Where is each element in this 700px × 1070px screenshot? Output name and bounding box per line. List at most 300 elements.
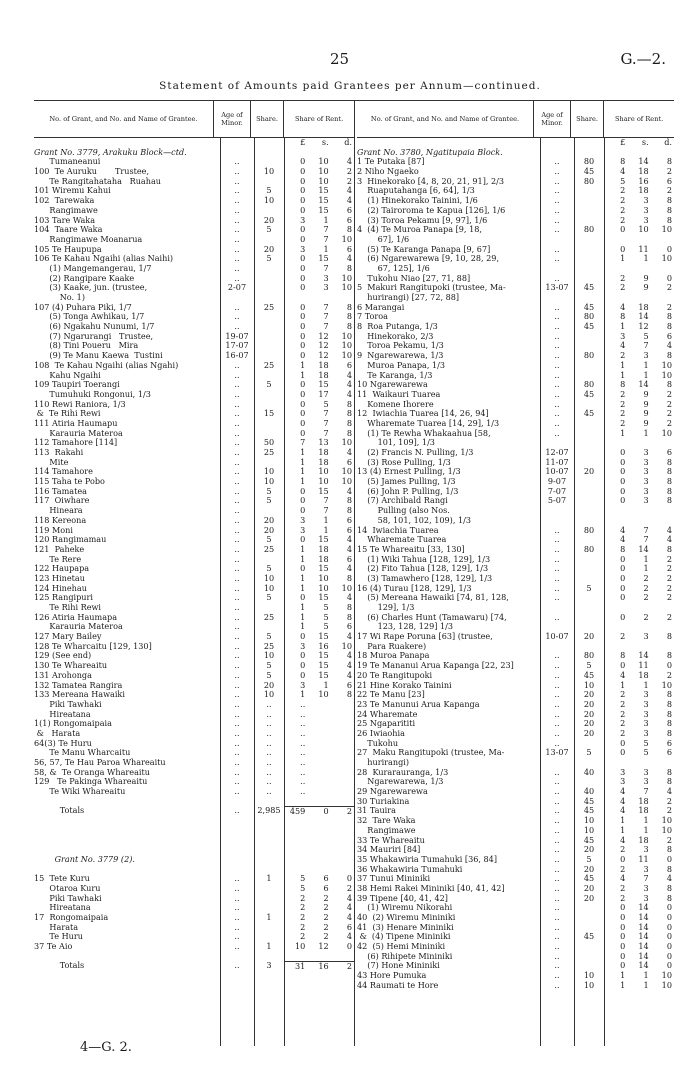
grantee-name — [34, 836, 220, 846]
rent-sh: 7 — [323, 233, 329, 244]
grantee-name: Wharemate Tuarea — [357, 535, 447, 545]
age-cell: .. — [554, 273, 560, 283]
grantee-name: 101, 109], 1/3 — [357, 438, 435, 448]
age-cell — [540, 293, 574, 303]
rent-sh: 1 — [643, 824, 649, 835]
rent-sh: 2 — [643, 611, 649, 622]
table-row — [357, 777, 674, 787]
share-cell: 20 — [583, 467, 595, 477]
age-cell: .. — [234, 496, 240, 506]
rent-d — [331, 797, 354, 807]
share-cell — [254, 371, 284, 381]
grantee-name: 34 Mauriri [84] — [357, 845, 421, 855]
rent-sh: 14 — [638, 379, 649, 390]
table-row — [34, 264, 354, 274]
grantee-name: 58, & Te Oranga Whareaitu — [34, 767, 150, 777]
rent-d: 8 — [666, 844, 672, 855]
rent-l: 5 — [300, 873, 306, 884]
share-cell: 45 — [583, 796, 595, 806]
rent-d: 10 — [661, 679, 672, 690]
rent-l: 3 — [300, 514, 306, 525]
age-cell — [220, 826, 254, 836]
share-cell: 20 — [583, 728, 595, 738]
table-row — [34, 167, 354, 177]
rent-sh: 14 — [638, 931, 649, 942]
table-row — [357, 729, 674, 739]
table-row — [357, 438, 674, 448]
rent-d: 2 — [346, 166, 352, 177]
table-row — [34, 303, 354, 313]
rent-sh: 1 — [643, 253, 649, 264]
rent-sh: 14 — [638, 650, 649, 661]
rent-l: 8 — [620, 156, 626, 167]
rent-d: 2 — [666, 572, 672, 583]
grantee-name: 116 Tamatea — [34, 486, 87, 496]
age-cell: .. — [554, 728, 560, 738]
rent-d: 6 — [346, 553, 352, 564]
age-cell: .. — [554, 167, 560, 177]
rent-d: 4 — [666, 524, 672, 535]
table-row — [34, 186, 354, 196]
age-cell: .. — [554, 254, 560, 264]
table-row — [357, 390, 674, 400]
table-row — [34, 496, 354, 506]
share-cell: 2,985 — [257, 806, 281, 816]
rent-sh: 3 — [643, 727, 649, 738]
age-cell: .. — [554, 399, 560, 409]
share-cell: 1 — [266, 874, 272, 884]
rent-sh: 3 — [643, 195, 649, 206]
grantee-name: 56, 57, Te Hau Paroa Whareaitu — [34, 758, 166, 767]
rent-d: 6 — [346, 679, 352, 690]
table-row — [357, 690, 674, 700]
rent-l: 0 — [300, 175, 306, 186]
table-row — [34, 555, 354, 565]
table-row — [357, 632, 674, 642]
rent-l: 2 — [300, 921, 306, 932]
rent-l: 0 — [620, 476, 626, 487]
rent-sh: 6 — [323, 882, 329, 893]
rent-l — [284, 845, 307, 855]
table-row — [357, 719, 674, 729]
rent-l: 0 — [300, 195, 306, 206]
age-cell — [540, 264, 574, 274]
age-cell — [540, 758, 574, 768]
grantee-name: (3) Rose Pulling, 1/3 — [357, 457, 451, 467]
grantee-name: 67, 125], 1/6 — [357, 263, 430, 273]
share-cell: 10 — [263, 467, 275, 477]
grantee-name: 128 Te Wharcaitu [129, 130] — [34, 641, 152, 651]
rent-sh — [307, 952, 330, 962]
rent-sh: 11 — [638, 660, 649, 671]
share-cell — [574, 477, 604, 487]
table-row — [34, 845, 354, 855]
table-row — [357, 865, 674, 875]
rent-d: 4 — [346, 447, 352, 457]
table-row — [34, 390, 354, 400]
share-cell: 20 — [583, 893, 595, 903]
table-row — [34, 777, 354, 787]
share-cell: 10 — [583, 971, 595, 981]
rent-l: 3 — [620, 330, 626, 341]
rent-l: 0 — [300, 253, 306, 264]
share-cell: 40 — [583, 767, 595, 777]
rent-l: 3 — [300, 679, 306, 690]
grantee-name: 14 Iwiachia Tuarea — [357, 525, 439, 535]
rent-d: 2 — [666, 417, 672, 428]
grantee-name — [34, 865, 220, 875]
rent-l: 0 — [620, 737, 626, 748]
rent-d: 8 — [666, 379, 672, 390]
grantee-name: Te Karanga, 1/3 — [357, 370, 433, 380]
grantee-name: 39 Tipene [40, 41, 42] — [357, 893, 448, 903]
rent-d: 8 — [666, 456, 672, 467]
share-cell: 15 — [263, 409, 275, 419]
rent-l: 0 — [620, 921, 626, 932]
rent-l: 0 — [300, 321, 306, 332]
rent-l: 31 — [295, 961, 306, 972]
rent-sh: 9 — [643, 272, 649, 283]
rent-l: 0 — [620, 456, 626, 467]
rent-l: 0 — [300, 485, 306, 496]
table-row — [357, 661, 674, 671]
share-cell — [574, 777, 604, 787]
rent-sh: 5 — [323, 398, 329, 409]
grantee-name: 27 Maku Rangitupoki (trustee, Ma- — [357, 748, 505, 758]
rent-d: 0 — [666, 921, 672, 932]
rent-sh: 18 — [318, 369, 329, 380]
rent-l: 1 — [620, 253, 626, 264]
rent-l: 0 — [620, 553, 626, 564]
grantee-name: Karauria Materoa — [34, 428, 123, 438]
grant-heading — [357, 148, 674, 158]
share-cell: 20 — [263, 244, 275, 254]
rent-l: 0 — [620, 931, 626, 942]
grantee-name: Muroa Panapa, 1/3 — [357, 360, 446, 370]
rent-sh: 18 — [638, 301, 649, 312]
rent-sh: 1 — [643, 970, 649, 981]
rent-l: 0 — [300, 330, 306, 341]
share-cell: 25 — [263, 612, 275, 622]
share-cell: 10 — [263, 573, 275, 583]
age-cell: 10-07 — [545, 467, 569, 477]
rent-d: 8 — [666, 882, 672, 893]
share-cell: 40 — [583, 787, 595, 797]
grantee-name: 127 Mary Bailey — [34, 632, 102, 642]
grantee-name: 130 Te Whareaitu — [34, 661, 108, 671]
age-cell: .. — [554, 389, 560, 399]
rent-l: 2 — [620, 844, 626, 855]
age-cell: .. — [554, 913, 560, 922]
rent-d: 10 — [341, 640, 352, 651]
rent-sh: 3 — [643, 689, 649, 700]
table-row — [357, 303, 674, 313]
grantee-name — [34, 952, 220, 962]
table-row — [357, 177, 674, 187]
rent-sh: 16 — [318, 640, 329, 651]
rent-sh: 16 — [318, 961, 329, 972]
table-row — [357, 429, 674, 439]
rent-sh: 7 — [643, 534, 649, 545]
rent-d: 4 — [666, 534, 672, 545]
age-cell: .. — [234, 670, 240, 680]
age-cell: 19-07 — [225, 331, 249, 341]
age-cell: .. — [554, 903, 560, 913]
rent-sh: 1 — [323, 524, 329, 535]
rent-sh: 1 — [323, 514, 329, 525]
share-cell: 50 — [263, 438, 275, 448]
rent-l — [284, 952, 307, 962]
rent-l: 1 — [300, 611, 306, 622]
rent-d: 8 — [346, 398, 352, 409]
rent-l: .. — [300, 766, 306, 777]
rent-sh: 1 — [643, 553, 649, 564]
rent-l: 0 — [620, 582, 626, 593]
rent-l: 0 — [300, 505, 306, 516]
rent-l: 0 — [620, 466, 626, 477]
grantee-name: (3) Tamawhero [128, 129], 1/3 — [357, 573, 493, 583]
table-row — [34, 535, 354, 545]
share-cell: 20 — [263, 515, 275, 525]
share-cell — [254, 274, 284, 284]
table-row — [357, 797, 674, 807]
share-cell: 5 — [266, 254, 272, 264]
rent-d: 0 — [666, 912, 672, 922]
rent-l: 0 — [620, 950, 626, 961]
table-row — [34, 690, 354, 700]
grantee-name: 29 Ngarewarewa — [357, 787, 428, 797]
age-cell — [540, 642, 574, 652]
table-row — [357, 971, 674, 981]
rent-d: 10 — [661, 824, 672, 835]
share-cell — [254, 390, 284, 400]
share-cell: 45 — [583, 874, 595, 884]
rent-l: 2 — [300, 902, 306, 913]
grantee-name: 37 Tunui Mininiki — [357, 874, 431, 884]
rent-sh: 15 — [318, 379, 329, 390]
share-cell: 45 — [583, 835, 595, 845]
rent-l: 1 — [300, 447, 306, 457]
rent-d: 4 — [346, 592, 352, 603]
age-cell: .. — [554, 593, 560, 603]
table-row — [34, 952, 354, 962]
share-cell: 10 — [263, 690, 275, 700]
grantee-name: 33 Te Whareaitu — [357, 835, 425, 845]
table-body — [357, 138, 674, 991]
age-cell: .. — [234, 312, 240, 322]
share-cell: .. — [266, 728, 272, 738]
header-age: Age of Minor. — [534, 101, 571, 137]
rent-l: 2 — [620, 882, 626, 893]
rent-d — [331, 845, 354, 855]
rent-l: 0 — [300, 233, 306, 244]
age-cell: .. — [234, 225, 240, 235]
age-cell: .. — [554, 845, 560, 855]
share-cell — [254, 826, 284, 836]
table-row — [357, 245, 674, 255]
rent-d: 8 — [346, 689, 352, 700]
share-cell — [574, 758, 604, 768]
table-row — [357, 419, 674, 429]
share-cell — [254, 865, 284, 875]
share-cell: 45 — [583, 167, 595, 177]
grantee-name: 124 Hinehau — [34, 583, 87, 593]
share-cell — [574, 419, 604, 429]
rent-l: 2 — [620, 398, 626, 409]
grantee-name: 41 (3) Henare Mininiki — [357, 922, 454, 932]
table-row — [357, 961, 674, 971]
age-cell: .. — [234, 593, 240, 603]
rent-sh: 15 — [318, 592, 329, 603]
rent-sh: 7 — [323, 311, 329, 322]
rent-d: 8 — [346, 408, 352, 419]
age-cell: .. — [234, 690, 240, 700]
rent-sh — [307, 748, 330, 758]
age-cell: .. — [234, 244, 240, 254]
table-row — [34, 225, 354, 235]
share-cell: 10 — [263, 477, 275, 487]
rent-sh: 3 — [643, 447, 649, 457]
rent-l: 1 — [300, 602, 306, 612]
grantee-name: 107 (4) Puhara Piki, 1/7 — [34, 302, 132, 312]
share-cell — [574, 923, 604, 933]
rent-d: 8 — [666, 476, 672, 487]
grantee-name: 113 Rakahi — [34, 448, 84, 457]
rent-sh — [307, 710, 330, 720]
rent-d — [331, 787, 354, 797]
table-row — [34, 787, 354, 797]
table-row — [34, 865, 354, 875]
rent-l: 0 — [300, 650, 306, 661]
share-cell: 5 — [266, 225, 272, 235]
age-cell: .. — [554, 874, 560, 884]
grantee-name: Tumaneanui — [34, 157, 101, 167]
rent-d: 8 — [666, 766, 672, 777]
age-cell: .. — [234, 302, 240, 312]
grantee-name: 26 Iwiaohia — [357, 728, 405, 738]
age-cell: .. — [554, 738, 560, 748]
age-cell: .. — [234, 603, 240, 612]
table-row — [34, 506, 354, 516]
share-cell — [254, 845, 284, 855]
share-cell: 25 — [263, 544, 275, 554]
rent-sh: 9 — [643, 398, 649, 409]
rent-l: 1 — [300, 466, 306, 477]
grantee-name: 43 Hore Pumuka — [357, 971, 427, 981]
grantee-name: 28 Kurarauranga, 1/3 — [357, 767, 449, 777]
grantee-name: (7) Ngarurangi Trustee, — [34, 331, 154, 341]
age-cell: .. — [234, 758, 240, 767]
table-row — [357, 855, 674, 865]
share-cell — [254, 419, 284, 429]
rent-sh: 1 — [643, 369, 649, 380]
rent-d: 10 — [341, 466, 352, 477]
rent-sh: 15 — [318, 253, 329, 264]
rent-d: 4 — [346, 892, 352, 903]
rent-d: 8 — [666, 214, 672, 225]
rent-sh: 16 — [638, 175, 649, 186]
age-cell: .. — [234, 632, 240, 642]
table-row — [34, 622, 354, 632]
table-row — [357, 555, 674, 565]
rent-d: 8 — [346, 224, 352, 235]
grantee-name: 31 Tauira — [357, 806, 396, 816]
grantee-name: 20 Te Rangitupoki — [357, 670, 433, 680]
share-cell — [574, 196, 604, 206]
share-cell: 20 — [583, 709, 595, 719]
grantee-name: 101 Wiremu Kahui — [34, 186, 111, 196]
rent-sh — [307, 797, 330, 807]
rent-l: 4 — [620, 786, 626, 797]
table-row — [357, 477, 674, 487]
rent-l: 8 — [620, 543, 626, 554]
right-column — [357, 101, 674, 1046]
rent-d: 6 — [666, 330, 672, 341]
rent-d: 8 — [666, 708, 672, 719]
table-row — [34, 487, 354, 497]
age-cell: 7-07 — [547, 486, 567, 496]
grantee-name: 133 Mereana Hawaiki — [34, 690, 125, 700]
table-row — [357, 341, 674, 351]
age-cell: .. — [234, 409, 240, 419]
table-row — [357, 283, 674, 293]
rent-sh: 14 — [638, 941, 649, 952]
share-cell — [574, 603, 604, 613]
share-cell — [254, 341, 284, 351]
age-cell: .. — [234, 525, 240, 535]
age-cell: .. — [554, 544, 560, 554]
rent-d: 6 — [346, 921, 352, 932]
grantee-name: 11 Waikauri Tuarea — [357, 389, 441, 399]
rent-d: 8 — [666, 495, 672, 506]
rent-sh: 3 — [643, 495, 649, 506]
grantee-name: Rangimawe — [357, 825, 416, 835]
age-cell — [540, 622, 574, 632]
rent-sh: 7 — [643, 873, 649, 884]
grantee-name: 44 Raumati te Hore — [357, 980, 439, 990]
rent-l: 4 — [620, 166, 626, 177]
rent-l: 3 — [300, 243, 306, 254]
rent-l: 0 — [300, 408, 306, 419]
rent-l: 0 — [620, 592, 626, 603]
rent-d: 10 — [341, 282, 352, 293]
rent-d: 2 — [666, 592, 672, 603]
age-cell: .. — [234, 719, 240, 729]
document-reference: G.—2. — [620, 50, 666, 68]
rent-sh: 3 — [643, 456, 649, 467]
table-row — [34, 467, 354, 477]
rent-d: 6 — [346, 524, 352, 535]
rent-l: 0 — [300, 631, 306, 642]
share-cell: .. — [266, 767, 272, 777]
age-cell: .. — [554, 157, 560, 167]
grantee-name: Tukohu — [357, 738, 399, 748]
rent-l: 2 — [620, 272, 626, 283]
rent-sh: 1 — [643, 979, 649, 990]
share-cell: 25 — [263, 360, 275, 370]
table-row — [357, 526, 674, 536]
age-cell: .. — [234, 506, 240, 516]
rent-l: 1 — [620, 321, 626, 332]
rent-d: 4 — [346, 631, 352, 642]
share-cell — [574, 535, 604, 545]
grantee-name: 125 Rangipuri — [34, 593, 93, 603]
table-row — [357, 584, 674, 594]
rent-sh — [307, 836, 330, 846]
share-cell — [254, 932, 284, 942]
grantee-name: 24 Wharemate — [357, 709, 418, 719]
table-row — [357, 932, 674, 942]
